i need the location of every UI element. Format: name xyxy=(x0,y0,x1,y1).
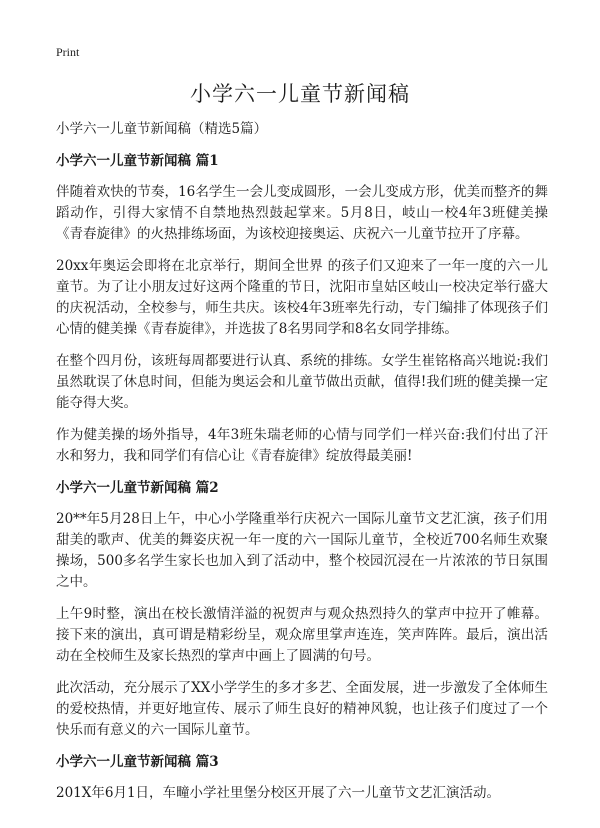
paragraph: 201X年6月1日，车疃小学社里堡分校区开展了六一儿童节文艺汇演活动。 xyxy=(56,785,501,801)
paragraph: 伴随着欢快的节奏，16名学生一会儿变成圆形，一会儿变成方形，优美而整齐的舞蹈动作，引得大家情不自禁地热烈鼓起掌来。5月8日，岐山一校4年3班健美操《青春旋律》的火热排练场面，为该校迎接奥运、庆祝六一儿童节拉开了序幕。 xyxy=(56,184,548,242)
paragraph: 此次活动，充分展示了XX小学学生的多才多艺、全面发展，进一步激发了全体师生的爱校热情，并更好地宣传、展示了师生良好的精神风貌，也让孩子们度过了一个快乐而有意义的六一国际儿童节。 xyxy=(56,680,548,738)
section-1 xyxy=(56,151,548,467)
paragraph: 20xx年奥运会即将在北京举行，期间全世界 的孩子们又迎来了一年一度的六一儿童节。为了让小朋友过好这两个隆重的节日，沈阳市皇姑区岐山一校决定举行盛大的庆祝活动，全校参与，师生共庆。该校4年3班率先行动，专门编排了体现孩子们心情的健美操《青春旋律》，并选拔了8名男同学和8名女同学排练。 xyxy=(56,258,548,337)
paragraph: 作为健美操的场外指导，4年3班朱瑞老师的心情与同学们一样兴奋:我们付出了汗水和努力，我和同学们有信心让《青春旋律》绽放得最美丽! xyxy=(56,427,548,464)
paragraph: 上午9时整，演出在校长激情洋溢的祝贺声与观众热烈持久的掌声中拉开了帷幕。接下来的演出，真可谓是精彩纷呈，观众席里掌声连连，笑声阵阵。最后，演出活动在全校师生及家长热烈的掌声中画上了圆满的句号。 xyxy=(56,606,548,664)
print-link[interactable]: Print xyxy=(56,45,80,59)
paragraph: 在整个四月份，该班每周都要进行认真、系统的排练。女学生崔铭格高兴地说:我们虽然耽误了休息时间，但能为奥运会和儿童节做出贡献，值得!我们班的健美操一定能夺得大奖。 xyxy=(56,353,548,411)
section-2 xyxy=(56,478,548,741)
article-subtitle: 小学六一儿童节新闻稿（精选5篇） xyxy=(56,121,268,137)
section-3 xyxy=(56,752,548,804)
section-heading: 小学六一儿童节新闻稿 篇3 xyxy=(56,754,219,770)
section-heading: 小学六一儿童节新闻稿 篇2 xyxy=(56,480,219,496)
section-heading: 小学六一儿童节新闻稿 篇1 xyxy=(56,153,219,169)
article-body xyxy=(56,119,548,815)
paragraph: 20**年5月28日上午，中心小学隆重举行庆祝六一国际儿童节文艺汇演，孩子们用甜美的歌声、优美的舞姿庆祝一年一度的六一国际儿童节，全校近700名师生欢聚操场，500多名学生家长也加入到了活动中，整个校园沉浸在一片浓浓的节日氛围之中。 xyxy=(56,511,548,590)
page-title: 小学六一儿童节新闻稿 xyxy=(190,82,410,106)
